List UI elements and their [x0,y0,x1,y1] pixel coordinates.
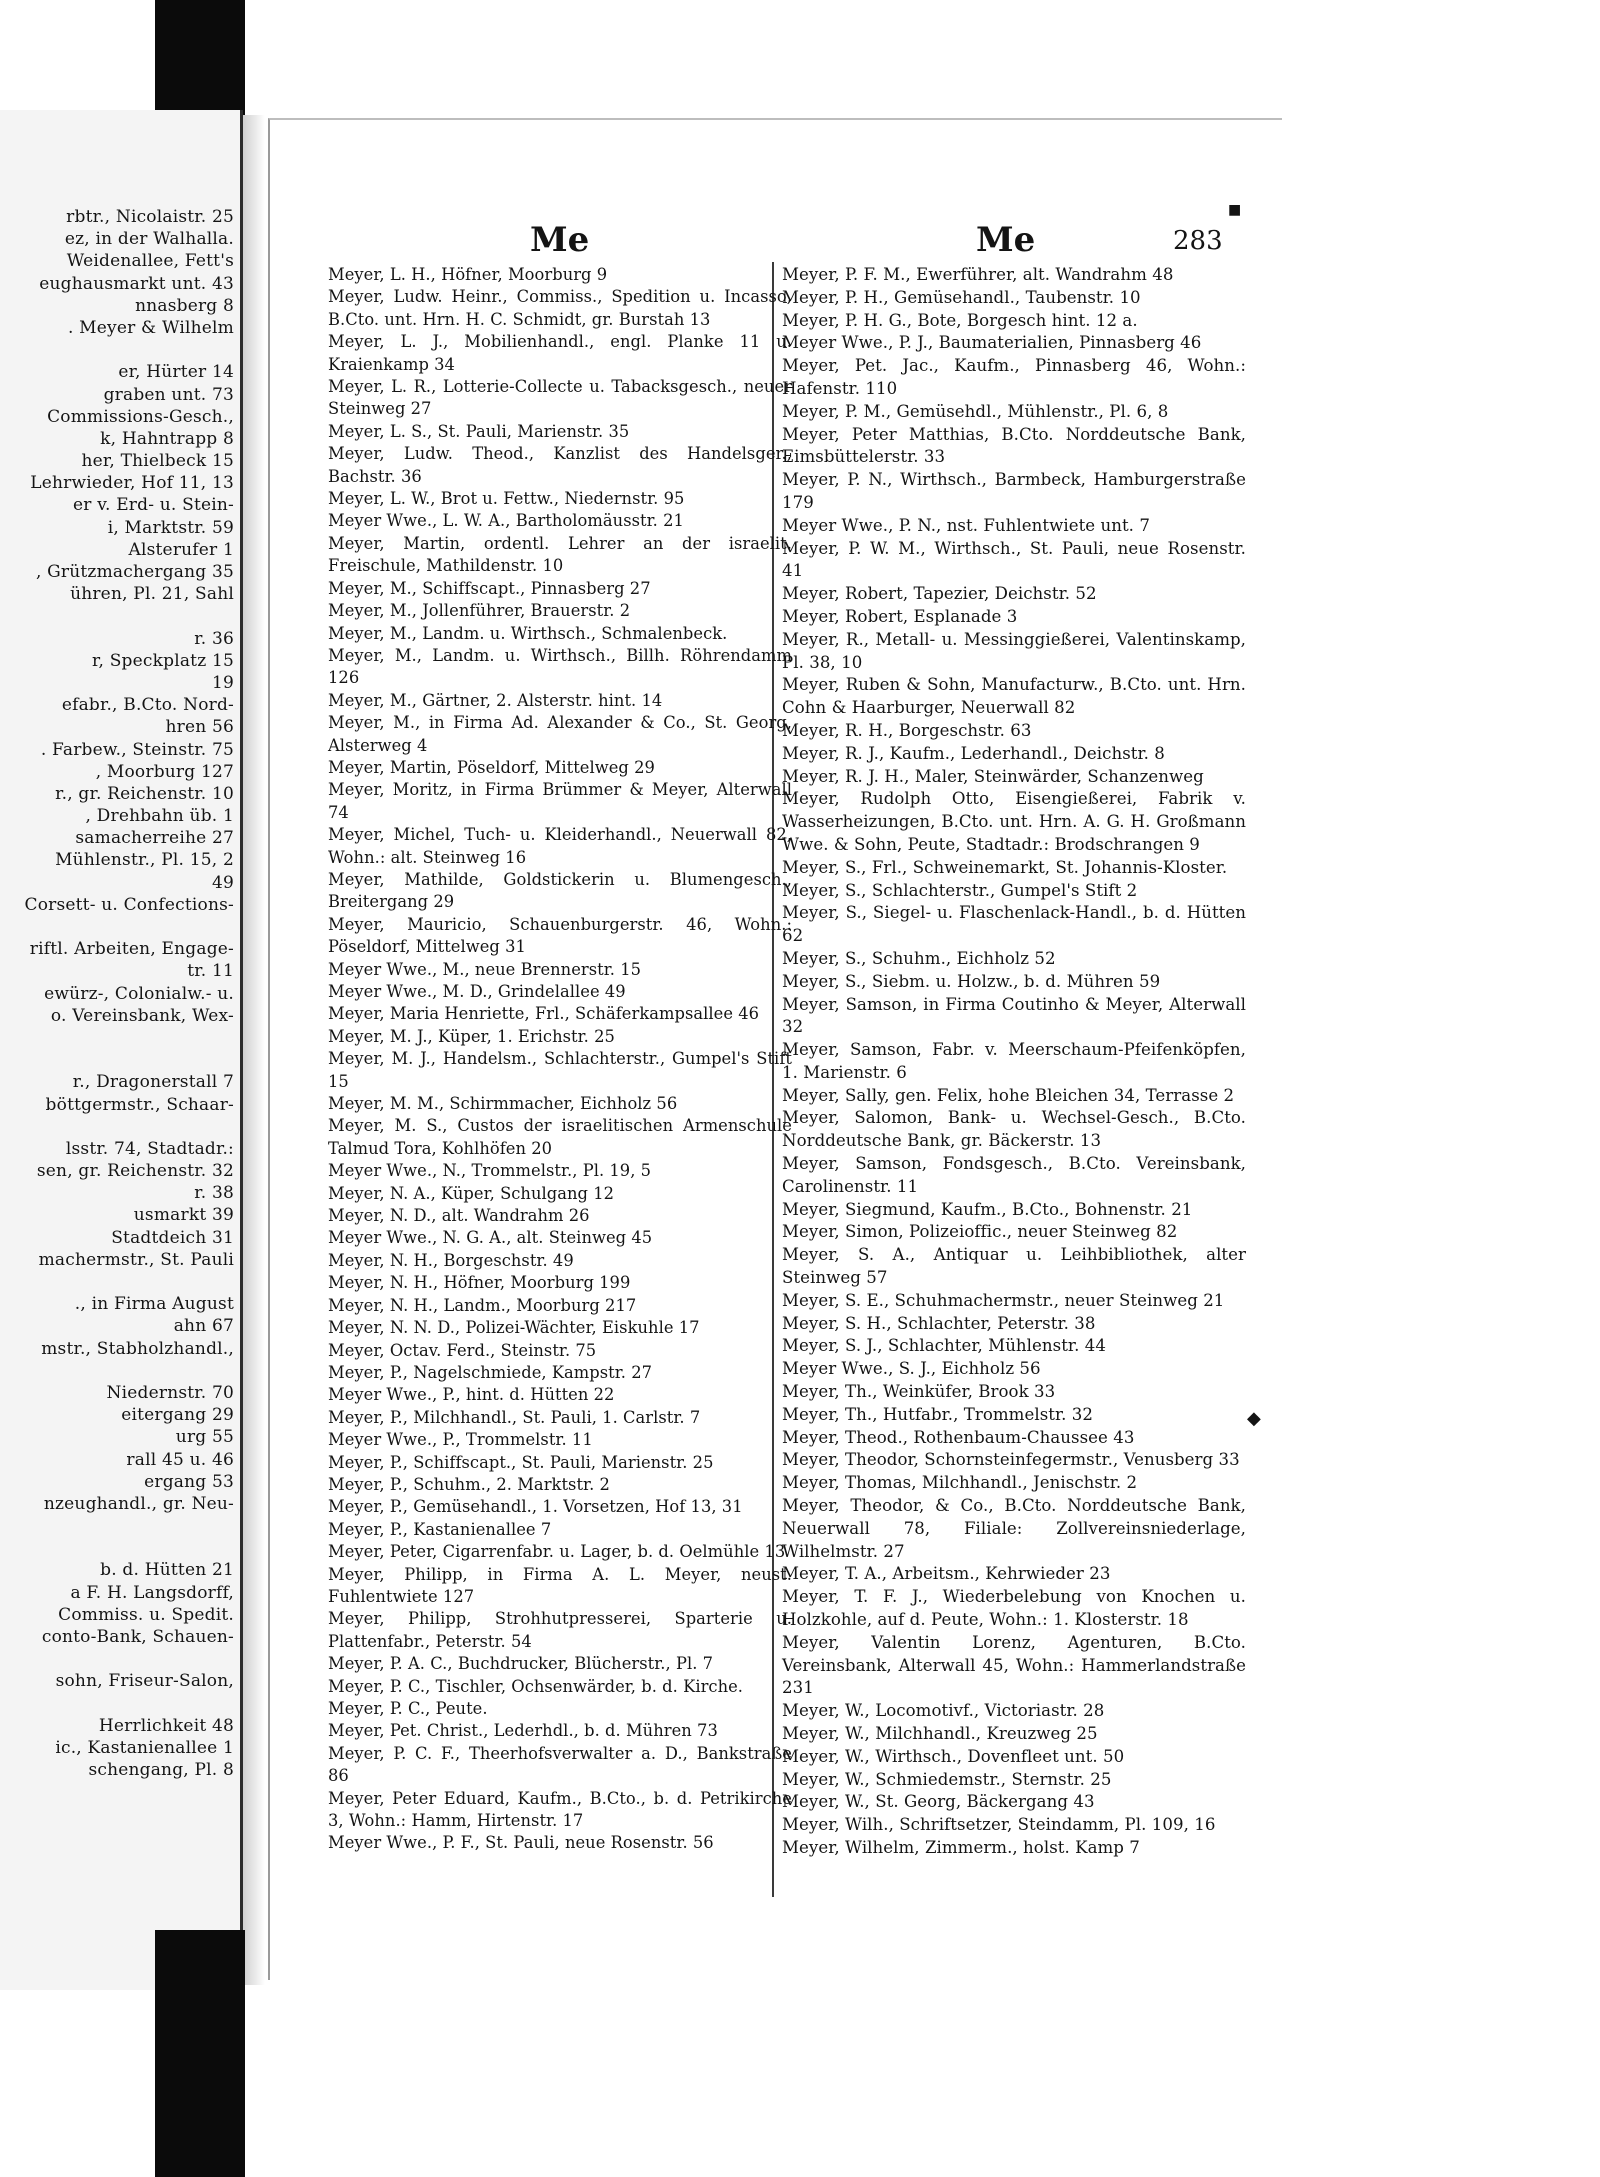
facing-page-line: conto-Bank, Schauen- [41,1627,234,1647]
facing-page-line: hren 56 [165,717,234,738]
facing-page-line: Weidenallee, Fett's [66,251,234,272]
directory-entry: Meyer, Th., Weinküfer, Brook 33 [782,1382,1056,1402]
directory-entry: Meyer, S. A., Antiquar u. Leihbibliothek, alter Steinweg 57 [782,1245,1246,1288]
facing-page-line: ahn 67 [173,1316,234,1337]
facing-page-line: schengang, Pl. 8 [88,1760,234,1781]
directory-entry: Meyer, W., Locomotivf., Victoriastr. 28 [782,1701,1105,1721]
facing-page-line [0,1693,240,1715]
directory-entry: Meyer Wwe., N. G. A., alt. Steinweg 45 [328,1228,653,1248]
facing-page-line [0,1027,240,1049]
margin-dot: ◆ [1247,1408,1261,1429]
directory-entry: Meyer, P. H., Gemüsehandl., Taubenstr. 10 [782,287,1141,307]
column-right [782,264,1246,1860]
facing-page-line: o. Vereinsbank, Wex- [50,1005,234,1026]
facing-page-line: , Grützmachergang 35 [35,562,234,582]
directory-entry: Meyer Wwe., P. J., Baumaterialien, Pinnasberg 46 [782,333,1202,353]
facing-page-line: Commiss. u. Spedit. [58,1604,234,1625]
directory-entry: Meyer, R., Metall- u. Messinggießerei, Valentinskamp, Pl. 38, 10 [782,629,1246,672]
scanner-bar-bottom [155,1930,245,2177]
directory-entry: Meyer, Michel, Tuch- u. Kleiderhandl., Neuerwall 82, Wohn.: alt. Steinweg 16 [328,825,792,867]
directory-entry: Meyer, Samson, Fondsgesch., B.Cto. Vereinsbank, Carolinenstr. 11 [782,1154,1246,1196]
directory-entry: Meyer, Sally, gen. Felix, hohe Bleichen 34, Terrasse 2 [782,1085,1235,1105]
directory-entry: Meyer Wwe., P. N., nst. Fuhlentwiete unt. 7 [782,515,1150,535]
directory-entry: Meyer, M. J., Handelsm., Schlachterstr., Gumpel's Stift 15 [328,1049,792,1091]
facing-page-line: Stadtdeich 31 [111,1227,234,1248]
directory-entry: Meyer, P. C., Peute. [328,1699,488,1718]
facing-page-line: Herrlichkeit 48 [98,1715,234,1736]
directory-entry: Meyer, Siegmund, Kaufm., B.Cto., Bohnenstr. 21 [782,1199,1193,1219]
directory-entry: Meyer, M., Schiffscapt., Pinnasberg 27 [328,578,651,598]
facing-page-line: rbtr., Nicolaistr. 25 [66,207,234,227]
facing-page-line: er, Hürter 14 [118,362,234,383]
directory-entry: Meyer, P., Schuhm., 2. Marktstr. 2 [328,1474,610,1494]
facing-page-line: r. 36 [194,628,234,649]
directory-page [268,118,1282,1980]
directory-entry: Meyer, N. H., Landm., Moorburg 217 [328,1295,637,1315]
directory-entry: Meyer Wwe., M. D., Grindelallee 49 [328,982,626,1001]
facing-page-line: lsstr. 74, Stadtadr.: [65,1138,234,1159]
directory-entry: Meyer, Mauricio, Schauenburgerstr. 46, Wohn.: Pöseldorf, Mittelweg 31 [328,914,792,957]
facing-page-line: r. 38 [194,1183,234,1204]
facing-page-line [0,1648,240,1670]
facing-page-line [0,1537,240,1559]
directory-entry: Meyer, L. H., Höfner, Moorburg 9 [328,265,608,284]
facing-page-line: , Drehbahn üb. 1 [85,806,234,827]
facing-page-line: 19 [211,672,234,693]
facing-page-line: Alsterufer 1 [128,539,234,560]
facing-page-line: . Farbew., Steinstr. 75 [40,739,234,760]
directory-entry: Meyer, Pet. Jac., Kaufm., Pinnasberg 46, Wohn.: Hafenstr. 110 [782,356,1246,398]
directory-entry: Meyer, N. H., Höfner, Moorburg 199 [328,1273,631,1293]
facing-page-line: , Moorburg 127 [95,761,234,782]
facing-page-line: ergang 53 [144,1471,234,1492]
directory-entry: Meyer, Theod., Rothenbaum-Chaussee 43 [782,1427,1135,1447]
facing-page-line [0,339,240,361]
directory-entry: Meyer, Samson, Fabr. v. Meerschaum-Pfeifenköpfen, 1. Marienstr. 6 [782,1040,1246,1082]
directory-entry: Meyer, P., Milchhandl., St. Pauli, 1. Carlstr. 7 [328,1407,701,1427]
directory-entry: Meyer, W., Milchhandl., Kreuzweg 25 [782,1724,1098,1743]
facing-page-line: Commissions-Gesch., [47,406,234,427]
facing-page-line: r., gr. Reichenstr. 10 [55,783,234,804]
directory-entry: Meyer, S. H., Schlachter, Peterstr. 38 [782,1313,1096,1333]
directory-entry: Meyer, Theodor, & Co., B.Cto. Norddeutsche Bank, Neuerwall 78, Filiale: Zollvereinsniederlage, Wilhelmstr. 27 [782,1496,1246,1561]
directory-entry: Meyer Wwe., M., neue Brennerstr. 15 [328,959,642,979]
directory-entry: Meyer, N. H., Borgeschstr. 49 [328,1250,574,1270]
facing-page-line: graben unt. 73 [103,384,234,405]
directory-entry: Meyer, L. W., Brot u. Fettw., Niedernstr. 95 [328,489,685,509]
facing-page-line: 49 [211,872,234,893]
facing-page-line [0,1360,240,1382]
directory-entry: Meyer Wwe., L. W. A., Bartholomäusstr. 21 [328,511,684,531]
directory-entry: Meyer, L. S., St. Pauli, Marienstr. 35 [328,421,630,441]
directory-entry: Meyer Wwe., N., Trommelstr., Pl. 19, 5 [328,1161,652,1181]
directory-entry: Meyer, Peter Eduard, Kaufm., B.Cto., b. d. Petrikirche 3, Wohn.: Hamm, Hirtenstr. 17 [328,1788,792,1831]
facing-page-line: rall 45 u. 46 [126,1449,234,1470]
directory-entry: Meyer, R. H., Borgeschstr. 63 [782,720,1032,740]
directory-entry: Meyer, M., Landm. u. Wirthsch., Billh. Röhrendamm 126 [328,645,792,688]
directory-entry: Meyer, Samson, in Firma Coutinho & Meyer, Alterwall 32 [782,994,1246,1037]
directory-entry: Meyer, Ludw. Theod., Kanzlist des Handelsger., Bachstr. 36 [328,444,792,486]
directory-entry: Meyer, S., Frl., Schweinemarkt, St. Johannis-Kloster. [782,857,1228,877]
directory-entry: Meyer, M. S., Custos der israelitischen Armenschule Talmud Tora, Kohlhöfen 20 [328,1116,792,1158]
facing-page-line: mstr., Stabholzhandl., [41,1338,234,1359]
facing-page-line: urg 55 [175,1427,234,1448]
directory-entry: Meyer, Robert, Tapezier, Deichstr. 52 [782,584,1097,604]
directory-entry: Meyer, S., Siebm. u. Holzw., b. d. Mühren 59 [782,971,1161,991]
directory-entry: Meyer, Valentin Lorenz, Agenturen, B.Cto. Vereinsbank, Alterwall 45, Wohn.: Hammerlandstraße 231 [782,1632,1246,1698]
directory-entry: Meyer, P., Nagelschmiede, Kampstr. 27 [328,1362,653,1382]
directory-entry: Meyer, S. J., Schlachter, Mühlenstr. 44 [782,1336,1106,1356]
directory-entry: Meyer, Simon, Polizeioffic., neuer Steinweg 82 [782,1222,1178,1242]
directory-entry: Meyer, P. A. C., Buchdrucker, Blücherstr., Pl. 7 [328,1654,714,1674]
page-corner-mark: ■ [1228,202,1242,218]
directory-entry: Meyer, S., Siegel- u. Flaschenlack-Handl., b. d. Hütten 62 [782,903,1246,946]
directory-entry: Meyer, Philipp, in Firma A. L. Meyer, neust. Fuhlentwiete 127 [328,1564,792,1606]
directory-entry: Meyer, M., in Firma Ad. Alexander & Co., St. Georg, Alsterweg 4 [328,713,792,755]
directory-entry: Meyer, R. J. H., Maler, Steinwärder, Schanzenweg [782,766,1204,786]
directory-entry: Meyer, T. A., Arbeitsm., Kehrwieder 23 [782,1564,1111,1584]
directory-entry: Meyer, S. E., Schuhmachermstr., neuer Steinweg 21 [782,1290,1225,1310]
directory-entry: Meyer Wwe., S. J., Eichholz 56 [782,1359,1041,1379]
facing-page-line: machermstr., St. Pauli [38,1249,234,1270]
directory-entry: Meyer, Martin, ordentl. Lehrer an der israelit. Freischule, Mathildenstr. 10 [328,533,792,576]
directory-entry: Meyer, L. J., Mobilienhandl., engl. Planke 11 u. Kraienkamp 34 [328,332,792,374]
directory-entry: Meyer, W., St. Georg, Bäckergang 43 [782,1792,1095,1812]
directory-entry: Meyer, P., Kastanienallee 7 [328,1519,552,1539]
directory-entry: Meyer, M., Landm. u. Wirthsch., Schmalenbeck. [328,623,728,643]
facing-page-line: tr. 11 [187,961,234,982]
directory-entry: Meyer, N. N. D., Polizei-Wächter, Eiskuhle 17 [328,1318,700,1338]
directory-entry: Meyer, Wilh., Schriftsetzer, Steindamm, Pl. 109, 16 [782,1815,1216,1835]
facing-page-line: riftl. Arbeiten, Engage- [29,939,234,960]
directory-entry: Meyer, W., Wirthsch., Dovenfleet unt. 50 [782,1746,1125,1766]
facing-page-line: b. d. Hütten 21 [100,1560,234,1581]
facing-page-line: samacherreihe 27 [75,828,234,849]
running-header-left: Me [530,220,590,260]
directory-entry: Meyer, Peter, Cigarrenfabr. u. Lager, b. d. Oelmühle 13 [328,1542,786,1562]
facing-page-line: nzeughandl., gr. Neu- [43,1493,234,1514]
facing-page-line: ez, in der Walhalla. [64,229,234,250]
directory-entry: Meyer, T. F. J., Wiederbelebung von Knochen u. Holzkohle, auf d. Peute, Wohn.: 1. Klosterstr. 18 [782,1587,1246,1630]
facing-page-lines [0,206,240,1781]
directory-entry: Meyer, Robert, Esplanade 3 [782,606,1018,626]
facing-page-line: Niedernstr. 70 [106,1382,234,1403]
directory-entry: Meyer, Theodor, Schornsteinfegermstr., Venusberg 33 [782,1450,1240,1470]
directory-entry: Meyer, P. C., Tischler, Ochsenwärder, b. d. Kirche. [328,1676,744,1696]
directory-entry: Meyer Wwe., P., Trommelstr. 11 [328,1430,593,1450]
facing-page-line [0,1049,240,1071]
directory-entry: Meyer, M., Jollenführer, Brauerstr. 2 [328,601,631,621]
directory-entry: Meyer, Wilhelm, Zimmerm., holst. Kamp 7 [782,1837,1140,1857]
directory-entry: Meyer, P. C. F., Theerhofsverwalter a. D., Bankstraße 86 [328,1743,792,1786]
facing-page-line: ewürz-, Colonialw.- u. [44,983,234,1004]
directory-entry: Meyer, R. J., Kaufm., Lederhandl., Deichstr. 8 [782,743,1165,763]
directory-entry: Meyer, Maria Henriette, Frl., Schäferkampsallee 46 [328,1004,760,1024]
facing-page-line [0,1515,240,1537]
facing-page-line: Corsett- u. Confections- [24,894,234,915]
directory-entry: Meyer Wwe., P. F., St. Pauli, neue Rosenstr. 56 [328,1833,714,1853]
directory-entry: Meyer, P. F. M., Ewerführer, alt. Wandrahm 48 [782,265,1174,284]
directory-entry: Meyer, Pet. Christ., Lederhdl., b. d. Mühren 73 [328,1721,718,1741]
facing-page-line: Mühlenstr., Pl. 15, 2 [55,850,234,871]
facing-page-line: sohn, Friseur-Salon, [55,1671,234,1692]
facing-page-line: i, Marktstr. 59 [107,517,234,538]
directory-entry: Meyer, N. D., alt. Wandrahm 26 [328,1206,590,1226]
facing-page-line: er v. Erd- u. Stein- [73,495,234,516]
facing-page-line [0,1116,240,1138]
facing-page-line: sen, gr. Reichenstr. 32 [36,1161,234,1182]
facing-page-line: böttgermstr., Schaar- [45,1094,234,1115]
directory-entry: Meyer, Thomas, Milchhandl., Jenischstr. 2 [782,1473,1138,1493]
facing-page-line [0,916,240,938]
directory-entry: Meyer, M., Gärtner, 2. Alsterstr. hint. 14 [328,690,663,710]
directory-entry: Meyer, P., Schiffscapt., St. Pauli, Marienstr. 25 [328,1452,714,1472]
facing-page-line: k, Hahntrapp 8 [100,428,234,449]
directory-entry: Meyer, Salomon, Bank- u. Wechsel-Gesch., B.Cto. Norddeutsche Bank, gr. Bäckerstr. 13 [782,1108,1246,1151]
directory-entry: Meyer, Martin, Pöseldorf, Mittelweg 29 [328,757,655,777]
directory-entry: Meyer, P. W. M., Wirthsch., St. Pauli, neue Rosenstr. 41 [782,538,1246,581]
directory-entry: Meyer, Ruben & Sohn, Manufacturw., B.Cto. unt. Hrn. Cohn & Haarburger, Neuerwall 82 [782,675,1246,718]
facing-page-line: ic., Kastanienallee 1 [55,1737,234,1758]
directory-entry: Meyer, P. H. G., Bote, Borgesch hint. 12 a. [782,310,1138,330]
facing-page-line: her, Thielbeck 15 [81,451,234,472]
facing-page-line: ühren, Pl. 21, Sahl [70,584,234,605]
column-left [328,264,792,1855]
facing-page-line: efabr., B.Cto. Nord- [61,695,234,716]
directory-entry: Meyer, S., Schuhm., Eichholz 52 [782,948,1056,968]
directory-entry: Meyer, Philipp, Strohhutpresserei, Sparterie u. Plattenfabr., Peterstr. 54 [328,1609,792,1651]
directory-entry: Meyer, P. M., Gemüsehdl., Mühlenstr., Pl. 6, 8 [782,401,1169,421]
facing-page-line: Lehrwieder, Hof 11, 13 [30,473,234,494]
page-number: 283 [1173,226,1223,256]
directory-entry: Meyer, S., Schlachterstr., Gumpel's Stift 2 [782,880,1138,900]
facing-page-line: r, Speckplatz 15 [92,650,234,671]
directory-entry: Meyer, Rudolph Otto, Eisengießerei, Fabrik v. Wasserheizungen, B.Cto. unt. Hrn. A. G. H. Großmann Wwe. & Sohn, Peute, Stadtadr.: Brodschrangen 9 [782,789,1246,854]
directory-entry: Meyer, W., Schmiedemstr., Sternstr. 25 [782,1769,1112,1789]
facing-page-line: . Meyer & Wilhelm [67,317,234,338]
directory-entry: Meyer, Peter Matthias, B.Cto. Norddeutsche Bank, Eimsbüttelerstr. 33 [782,424,1246,467]
directory-entry: Meyer, M. J., Küper, 1. Erichstr. 25 [328,1026,615,1046]
page-gutter [243,115,265,1985]
directory-entry: Meyer, Mathilde, Goldstickerin u. Blumengesch., Breitergang 29 [328,869,792,912]
directory-entry: Meyer, M. M., Schirmmacher, Eichholz 56 [328,1094,678,1114]
running-header-right: Me [976,220,1036,260]
facing-page-line: usmarkt 39 [133,1205,234,1226]
directory-entry: Meyer, L. R., Lotterie-Collecte u. Tabacksgesch., neuer Steinweg 27 [328,377,792,419]
directory-entry: Meyer, Th., Hutfabr., Trommelstr. 32 [782,1404,1094,1424]
directory-entry: Meyer, Ludw. Heinr., Commiss., Spedition u. Incasso, B.Cto. unt. Hrn. H. C. Schmidt, gr. Burstah 13 [328,287,792,329]
facing-page-line [0,605,240,627]
facing-page [0,110,243,1990]
directory-entry: Meyer, Octav. Ferd., Steinstr. 75 [328,1340,597,1360]
directory-entry: Meyer, P., Gemüsehandl., 1. Vorsetzen, Hof 13, 31 [328,1497,743,1517]
facing-page-line: eitergang 29 [121,1405,234,1426]
facing-page-line: r., Dragonerstall 7 [72,1072,234,1093]
facing-page-line [0,1271,240,1293]
facing-page-line: eughausmarkt unt. 43 [39,273,234,294]
directory-entry: Meyer, N. A., Küper, Schulgang 12 [328,1183,615,1203]
facing-page-line: a F. H. Langsdorff, [70,1582,234,1603]
facing-page-line: ., in Firma August [74,1294,234,1315]
directory-entry: Meyer, Moritz, in Firma Brümmer & Meyer, Alterwall 74 [328,780,792,822]
directory-entry: Meyer Wwe., P., hint. d. Hütten 22 [328,1385,615,1405]
directory-entry: Meyer, P. N., Wirthsch., Barmbeck, Hamburgerstraße 179 [782,470,1246,512]
facing-page-line: nnasberg 8 [135,295,234,316]
